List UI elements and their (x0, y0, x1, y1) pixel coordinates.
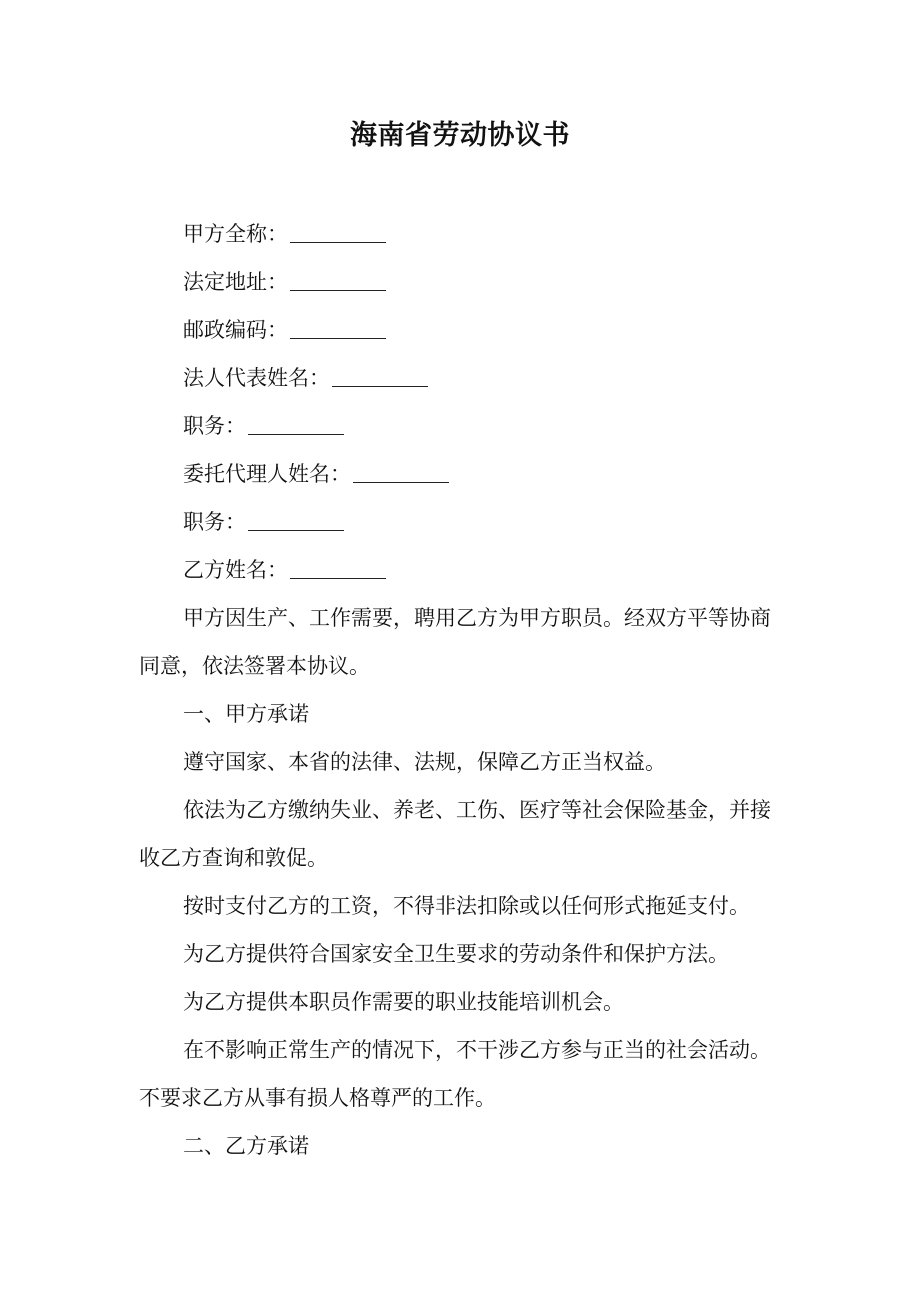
fill-in-blank (332, 366, 428, 387)
field-label: 法定地址： (183, 270, 288, 294)
section-1-heading: 一、甲方承诺 (183, 702, 309, 726)
fill-in-blank (353, 462, 449, 483)
field-label: 邮政编码： (183, 318, 288, 342)
intro-paragraph-line-2: 同意，依法签署本协议。 (139, 654, 370, 678)
document-title: 海南省劳动协议书 (350, 120, 570, 151)
field-position-1 (139, 411, 843, 441)
section-2-heading: 二、乙方承诺 (183, 1134, 309, 1158)
fill-in-blank (290, 222, 386, 243)
section-1-paragraph-line-1: 在不影响正常生产的情况下，不干涉乙方参与正当的社会活动。 (183, 1038, 771, 1062)
field-label: 乙方姓名： (183, 558, 288, 582)
field-label: 甲方全称： (183, 222, 288, 246)
fill-in-blank (290, 558, 386, 579)
field-label: 法人代表姓名： (183, 366, 330, 390)
fill-in-blank (290, 270, 386, 291)
fill-in-blank (248, 414, 344, 435)
section-1-paragraph: 遵守国家、本省的法律、法规，保障乙方正当权益。 (183, 750, 666, 774)
fill-in-blank (248, 510, 344, 531)
field-legal-representative (139, 363, 843, 393)
fill-in-blank (290, 318, 386, 339)
section-1-paragraph-line-2: 不要求乙方从事有损人格尊严的工作。 (139, 1086, 496, 1110)
field-label: 委托代理人姓名： (183, 462, 351, 486)
field-position-2 (139, 507, 843, 537)
section-1-paragraph-line-1: 依法为乙方缴纳失业、养老、工伤、医疗等社会保险基金，并接 (183, 798, 771, 822)
section-1-paragraph-line-2: 收乙方查询和敦促。 (139, 846, 328, 870)
field-label: 职务： (183, 414, 246, 438)
field-agent-name (139, 459, 843, 489)
field-label: 职务： (183, 510, 246, 534)
section-1-paragraph: 为乙方提供符合国家安全卫生要求的劳动条件和保护方法。 (183, 942, 729, 966)
section-1-paragraph: 按时支付乙方的工资，不得非法扣除或以任何形式拖延支付。 (183, 894, 750, 918)
intro-paragraph-line-1: 甲方因生产、工作需要，聘用乙方为甲方职员。经双方平等协商 (183, 606, 771, 630)
section-1-paragraph: 为乙方提供本职员作需要的职业技能培训机会。 (183, 990, 624, 1014)
field-party-b-name (139, 555, 843, 585)
field-legal-address (139, 267, 843, 297)
field-postal-code (139, 315, 843, 345)
field-party-a-name (139, 219, 843, 249)
